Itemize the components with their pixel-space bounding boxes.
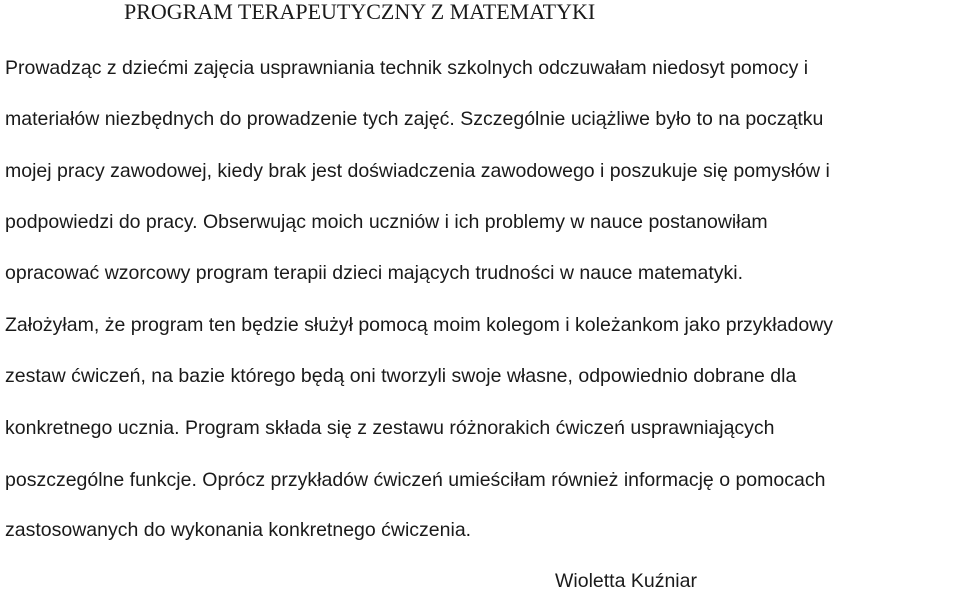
paragraph-line-9: poszczególne funkcje. Oprócz przykładów ćwiczeń umieściłam również informację o pomocach <box>5 469 826 491</box>
paragraph-line-6: Założyłam, że program ten będzie służył pomocą moim kolegom i koleżankom jako przykładowy <box>5 314 834 336</box>
paragraph-line-8: konkretnego ucznia. Program składa się z zestawu różnorakich ćwiczeń usprawniających <box>5 417 775 439</box>
paragraph-line-3: mojej pracy zawodowej, kiedy brak jest doświadczenia zawodowego i poszukuje się pomysłów i <box>5 160 830 182</box>
paragraph-line-2: materiałów niezbędnych do prowadzenie tych zajęć. Szczególnie uciążliwe było to na początku <box>5 108 824 130</box>
paragraph-line-10: zastosowanych do wykonania konkretnego ćwiczenia. <box>5 519 472 541</box>
document-title: PROGRAM TERAPEUTYCZNY Z MATEMATYKI <box>124 0 596 24</box>
paragraph-line-7: zestaw ćwiczeń, na bazie którego będą oni tworzyli swoje własne, odpowiednio dobrane dla <box>5 365 797 387</box>
paragraph-line-5: opracować wzorcowy program terapii dzieci mających trudności w nauce matematyki. <box>5 262 744 284</box>
paragraph-line-4: podpowiedzi do pracy. Obserwując moich uczniów i ich problemy w nauce postanowiłam <box>5 211 768 233</box>
paragraph-line-1: Prowadząc z dziećmi zajęcia usprawniania technik szkolnych odczuwałam niedosyt pomocy i <box>5 57 809 79</box>
author-signature: Wioletta Kuźniar <box>555 570 697 592</box>
